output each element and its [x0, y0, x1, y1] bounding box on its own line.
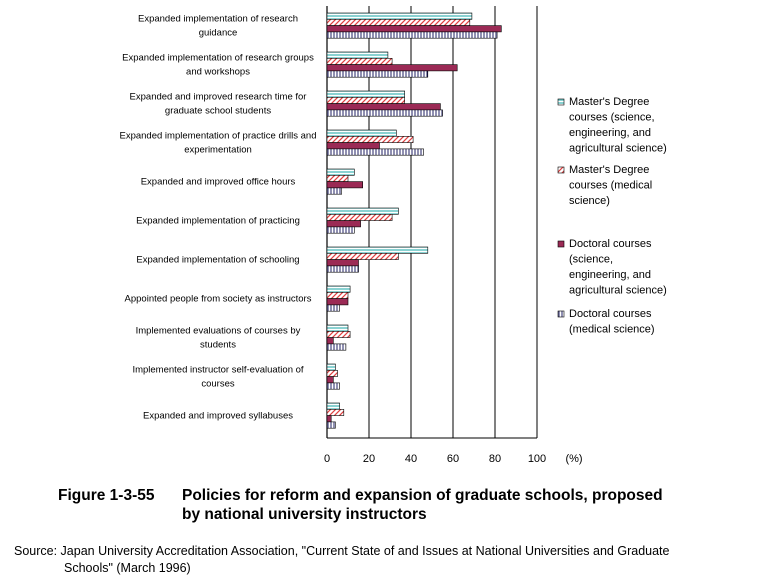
bar: [327, 305, 340, 311]
bar: [327, 97, 405, 103]
figure-title-line2: by national university instructors: [182, 506, 427, 523]
source-line1: Source: Japan University Accreditation Association, "Current State of and Issues at National Universities and Graduate: [14, 544, 670, 558]
figure-number: Figure 1-3-55: [58, 487, 155, 504]
bar: [327, 325, 348, 331]
bar: [327, 299, 348, 305]
category-label: Implemented evaluations of courses by students: [135, 325, 301, 351]
x-tick-label: 100: [527, 453, 547, 465]
category-label: Expanded implementation of schooling: [136, 254, 300, 266]
x-tick-label: 80: [488, 453, 502, 465]
category-label: Expanded implementation of research guidance: [137, 13, 299, 39]
legend-label: Master's Degree courses (medical science): [569, 164, 653, 207]
bar: [327, 52, 388, 58]
bar: [327, 208, 398, 214]
x-tick-label: 40: [404, 453, 418, 465]
bar: [327, 71, 428, 77]
category-label: Expanded implementation of research groups and workshops: [122, 52, 314, 78]
bar: [327, 227, 354, 233]
bar: [327, 409, 344, 415]
bar: [327, 169, 354, 175]
category-label: Expanded implementation of practicing: [136, 215, 300, 227]
bar: [327, 13, 472, 19]
bar: [327, 364, 335, 370]
bar: [327, 338, 333, 344]
x-unit-label: (%): [565, 453, 583, 465]
legend-swatch: [558, 241, 564, 247]
legend-swatch: [558, 311, 564, 317]
bar: [327, 188, 342, 194]
bar: [327, 403, 340, 409]
x-tick-label: 0: [323, 453, 331, 465]
x-tick-label: 20: [362, 453, 376, 465]
category-label: Expanded and improved research time for graduate school students: [129, 91, 307, 117]
legend-label: Doctoral courses (medical science): [569, 308, 655, 336]
legend-label: Master's Degree courses (science, engineering, and agricultural science): [569, 96, 667, 155]
bar: [327, 286, 350, 292]
bar: [327, 130, 396, 136]
category-label: Expanded implementation of practice drills and experimentation: [119, 130, 317, 156]
legend-swatch: [558, 99, 564, 105]
bar: [327, 383, 340, 389]
bar: [327, 175, 348, 181]
bar: [327, 110, 443, 116]
source-note: [14, 543, 669, 577]
category-label: Expanded and improved syllabuses: [143, 410, 293, 422]
legend-label: Doctoral courses (science, engineering, and agricultural science): [569, 238, 667, 297]
bar: [327, 344, 346, 350]
bar: [327, 91, 405, 97]
bar: [327, 58, 392, 64]
bar: [327, 182, 363, 188]
bar: [327, 260, 359, 266]
bar: [327, 422, 335, 428]
category-label: Expanded and improved office hours: [140, 176, 296, 188]
bar: [327, 416, 331, 422]
category-labels: [120, 14, 317, 422]
bar: [327, 214, 392, 220]
bar: [327, 266, 359, 272]
bar: [327, 149, 424, 155]
bars: [327, 13, 501, 428]
bar: [327, 292, 348, 298]
legend: [558, 96, 667, 336]
legend-swatch: [558, 167, 564, 173]
bar: [327, 136, 413, 142]
category-label: Implemented instructor self-evaluation of courses: [132, 364, 304, 390]
bar: [327, 331, 350, 337]
bar: [327, 143, 380, 149]
figure-caption: [58, 486, 663, 524]
bar: [327, 32, 497, 38]
bar: [327, 253, 398, 259]
bar: [327, 247, 428, 253]
bar: [327, 104, 440, 110]
category-label: Appointed people from society as instructors: [124, 293, 312, 305]
bar: [327, 19, 470, 25]
bar: [327, 26, 501, 32]
x-tick-label: 60: [446, 453, 460, 465]
bar: [327, 370, 338, 376]
bar: [327, 377, 333, 383]
bar: [327, 221, 361, 227]
x-tick-labels: [324, 453, 583, 465]
source-line2: Schools" (March 1996): [64, 561, 191, 575]
figure-title-line1: Policies for reform and expansion of graduate schools, proposed: [182, 487, 663, 504]
bar: [327, 65, 457, 71]
